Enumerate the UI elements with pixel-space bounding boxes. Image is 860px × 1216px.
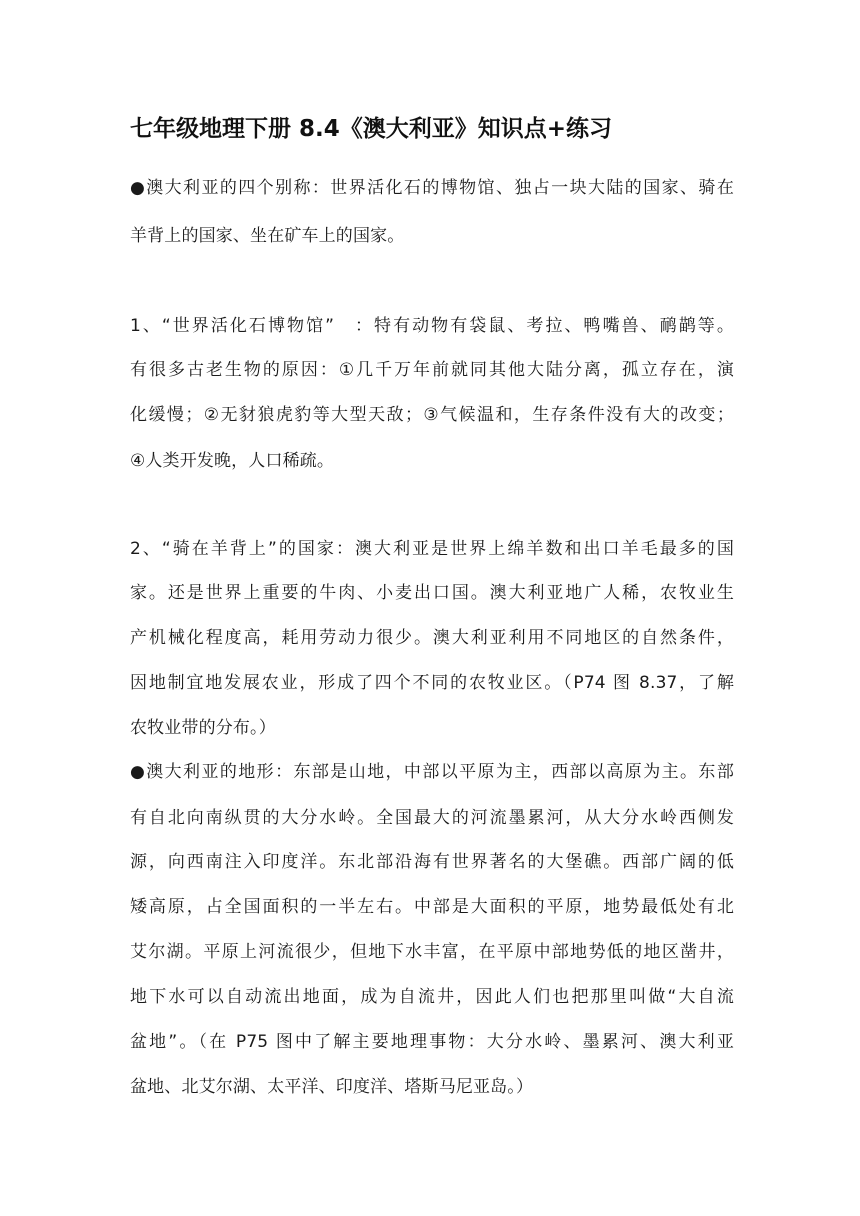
section2-line: 产机械化程度高，耗用劳动力很少。澳大利亚利用不同地区的自然条件， (130, 628, 734, 648)
terrain-line: 有自北向南纵贯的大分水岭。全国最大的河流墨累河，从大分水岭西侧发 (130, 808, 734, 828)
section2-line: 农牧业带的分布。） (130, 718, 276, 738)
section1-line: 1、“世界活化石博物馆” ：特有动物有袋鼠、考拉、鸭嘴兽、鸸鹋等。 (130, 316, 734, 336)
terrain-line: 矮高原，占全国面积的一半左右。中部是大面积的平原，地势最低处有北 (130, 897, 734, 917)
terrain-line: ●澳大利亚的地形：东部是山地，中部以平原为主，西部以高原为主。东部 (130, 762, 734, 782)
terrain-line: 盆地”。（在 P75 图中了解主要地理事物：大分水岭、墨累河、澳大利亚 (130, 1032, 734, 1052)
terrain-line: 地下水可以自动流出地面，成为自流井，因此人们也把那里叫做“大自流 (130, 987, 734, 1007)
section1-line: ④人类开发晚，人口稀疏。 (130, 451, 335, 471)
section2-line: 家。还是世界上重要的牛肉、小麦出口国。澳大利亚地广人稀，农牧业生 (130, 583, 734, 603)
terrain-line: 源，向西南注入印度洋。东北部沿海有世界著名的大堡礁。西部广阔的低 (130, 852, 734, 872)
intro-line: 羊背上的国家、坐在矿车上的国家。 (130, 226, 405, 246)
section1-line: 有很多古老生物的原因：①几千万年前就同其他大陆分离，孤立存在，演 (130, 360, 734, 380)
section2-line: 2、“骑在羊背上”的国家：澳大利亚是世界上绵羊数和出口羊毛最多的国 (130, 539, 734, 559)
section2-line: 因地制宜地发展农业，形成了四个不同的农牧业区。（P74 图 8.37，了解 (130, 673, 734, 693)
intro-line: ●澳大利亚的四个别称：世界活化石的博物馆、独占一块大陆的国家、骑在 (130, 178, 734, 198)
section1-line: 化缓慢；②无豺狼虎豹等大型天敌；③气候温和，生存条件没有大的改变； (130, 405, 734, 425)
terrain-line: 盆地、北艾尔湖、太平洋、印度洋、塔斯马尼亚岛。） (130, 1077, 534, 1097)
document-title: 七年级地理下册 8.4《澳大利亚》知识点+练习 (130, 116, 613, 142)
terrain-line: 艾尔湖。平原上河流很少，但地下水丰富，在平原中部地势低的地区凿井， (130, 942, 734, 962)
